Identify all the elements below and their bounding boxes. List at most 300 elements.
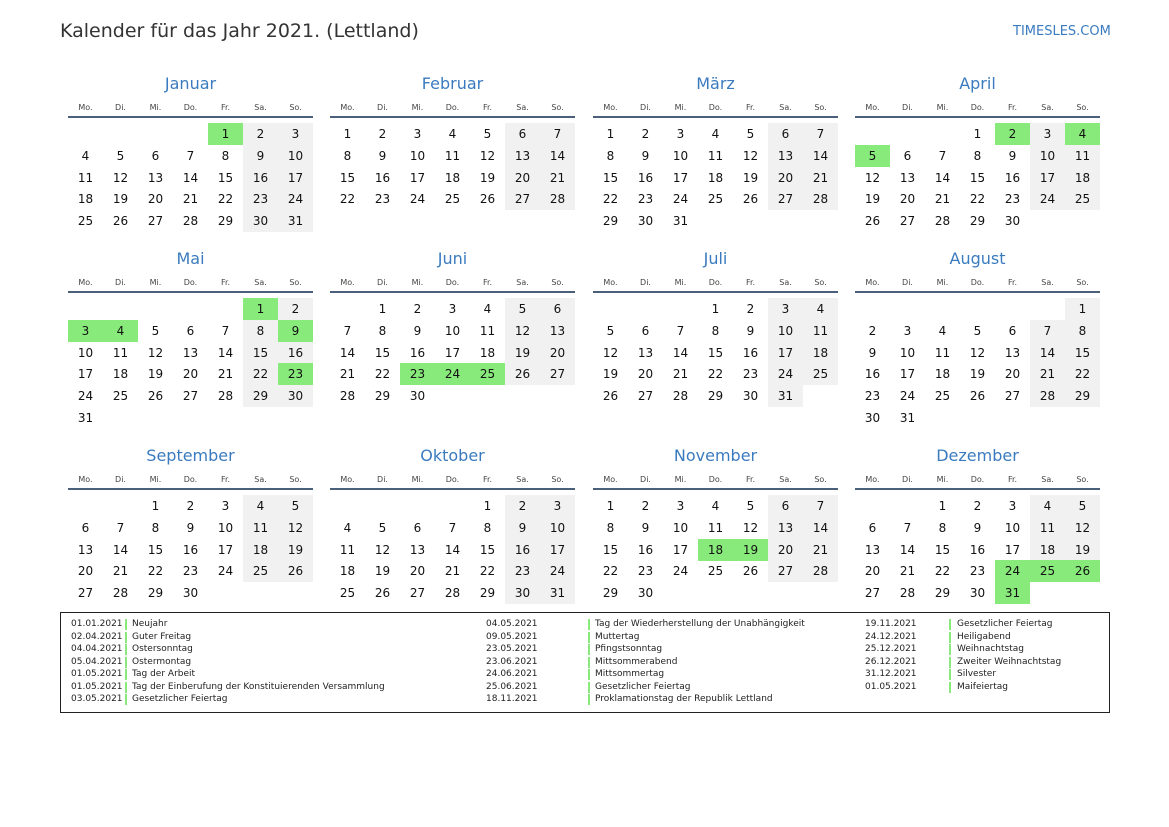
holiday-name: Weihnachtstag (957, 644, 1024, 654)
holiday-date: 18.11.2021 (486, 694, 538, 704)
day-cell: 15 (602, 542, 619, 557)
weekday-label: Di. (377, 103, 388, 112)
day-cell: 18 (77, 192, 94, 207)
month-title: Oktober (420, 446, 485, 465)
day-cell: 20 (147, 192, 164, 207)
day-cell: 23 (1004, 192, 1021, 207)
weekend-day-cell: 1 (1065, 298, 1100, 320)
day-cell: 2 (973, 499, 982, 513)
weekend-day-cell: 17 (540, 539, 575, 561)
weekday-label: Mi. (411, 103, 424, 112)
weekend-day-cell: 16 (278, 342, 313, 364)
weekend-day-cell: 30 (243, 210, 278, 232)
month-title: Juni (437, 249, 468, 268)
holiday-day-cell: 25 (1030, 560, 1065, 582)
day-cell: 1 (151, 499, 160, 513)
weekend-day-cell: 5 (1065, 495, 1100, 517)
holiday-date: 05.04.2021 (71, 656, 123, 667)
weekend-day-cell: 27 (768, 560, 803, 582)
month-juni (330, 249, 575, 449)
day-cell: 2 (378, 127, 387, 141)
day-cell: 22 (934, 564, 951, 579)
weekend-day-cell: 20 (540, 342, 575, 364)
day-cell: 12 (602, 345, 619, 360)
holiday-name: Gesetzlicher Feiertag (595, 681, 691, 692)
weekday-label: Do. (970, 475, 985, 484)
weekend-day-cell: 14 (803, 517, 838, 539)
holiday-date: 04.05.2021 (486, 619, 538, 629)
weekend-day-cell: 4 (803, 298, 838, 320)
holiday-day-cell: 24 (995, 560, 1030, 582)
day-cell: 21 (217, 367, 234, 382)
weekend-day-cell: 3 (540, 495, 575, 517)
holiday-date: 01.05.2021 (71, 681, 123, 692)
weekend-day-cell: 24 (768, 363, 803, 385)
weekday-label: Sa. (254, 475, 267, 484)
holiday-name: Neujahr (132, 619, 168, 629)
holiday-name: Guter Freitag (132, 631, 192, 642)
weekend-day-cell: 30 (505, 582, 540, 604)
month-divider (593, 488, 838, 490)
weekend-day-cell: 3 (278, 123, 313, 145)
day-cell: 4 (711, 127, 720, 141)
day-cell: 8 (973, 148, 982, 163)
day-cell: 15 (147, 542, 164, 557)
weekend-day-cell: 15 (1065, 342, 1100, 364)
weekend-day-cell: 6 (505, 123, 540, 145)
weekday-label: Mo. (78, 278, 93, 287)
day-cell: 20 (864, 564, 881, 579)
holiday-day-cell: 1 (243, 298, 278, 320)
day-cell: 29 (217, 214, 234, 229)
weekend-day-cell: 14 (540, 145, 575, 167)
weekend-day-cell: 24 (1030, 188, 1065, 210)
day-cell: 10 (672, 148, 689, 163)
day-cell: 8 (606, 520, 615, 535)
weekday-label: Fr. (220, 278, 231, 287)
weekday-label: Di. (640, 103, 651, 112)
day-cell: 17 (899, 367, 916, 382)
holiday-name: Muttertag (595, 631, 640, 642)
day-cell: 30 (969, 586, 986, 601)
day-cell: 12 (112, 170, 129, 185)
holiday-marker (125, 694, 127, 705)
weekend-day-cell: 29 (1065, 385, 1100, 407)
day-cell: 18 (707, 170, 724, 185)
month-mai (68, 249, 313, 449)
day-cell: 11 (707, 148, 724, 163)
day-cell: 11 (934, 345, 951, 360)
weekday-label: Do. (445, 475, 460, 484)
weekend-day-cell: 31 (768, 385, 803, 407)
holiday-date: 19.11.2021 (865, 619, 917, 629)
weekend-day-cell: 25 (243, 560, 278, 582)
day-cell: 9 (1008, 148, 1017, 163)
day-cell: 4 (448, 127, 457, 141)
day-cell: 22 (602, 564, 619, 579)
day-cell: 21 (339, 367, 356, 382)
weekday-label: So. (551, 475, 564, 484)
weekday-label: Do. (970, 278, 985, 287)
day-cell: 1 (711, 302, 720, 316)
day-cell: 3 (448, 302, 457, 316)
weekend-day-cell: 15 (243, 342, 278, 364)
weekday-label: Do. (708, 475, 723, 484)
day-cell: 27 (864, 586, 881, 601)
day-cell: 19 (742, 170, 759, 185)
day-cell: 13 (864, 542, 881, 557)
weekend-day-cell: 11 (243, 517, 278, 539)
day-cell: 30 (182, 586, 199, 601)
weekday-label: Mo. (340, 278, 355, 287)
day-cell: 26 (374, 586, 391, 601)
day-cell: 26 (602, 389, 619, 404)
day-cell: 9 (413, 323, 422, 338)
weekend-day-cell: 18 (803, 342, 838, 364)
holiday-date: 09.05.2021 (486, 631, 538, 642)
weekday-label: Mo. (865, 475, 880, 484)
holiday-day-cell: 25 (470, 363, 505, 385)
day-cell: 2 (868, 323, 877, 338)
weekend-day-cell: 14 (803, 145, 838, 167)
weekday-label: So. (289, 475, 302, 484)
day-cell: 1 (606, 127, 615, 141)
day-cell: 23 (637, 564, 654, 579)
day-cell: 29 (602, 214, 619, 229)
weekday-label: Sa. (1041, 103, 1054, 112)
day-cell: 5 (973, 323, 982, 338)
day-cell: 30 (742, 389, 759, 404)
month-title: April (959, 74, 996, 93)
weekday-label: Di. (902, 475, 913, 484)
day-cell: 18 (934, 367, 951, 382)
weekday-label: Sa. (254, 278, 267, 287)
day-cell: 15 (969, 170, 986, 185)
day-cell: 11 (112, 345, 129, 360)
weekend-day-cell: 23 (505, 560, 540, 582)
weekend-day-cell: 6 (540, 298, 575, 320)
weekday-label: Di. (377, 475, 388, 484)
day-cell: 27 (409, 586, 426, 601)
day-cell: 24 (899, 389, 916, 404)
holiday-date: 03.05.2021 (71, 694, 123, 704)
weekend-day-cell: 2 (243, 123, 278, 145)
day-cell: 2 (746, 302, 755, 316)
month-divider (855, 116, 1100, 118)
holiday-marker (588, 694, 590, 705)
weekend-day-cell: 16 (243, 167, 278, 189)
holiday-day-cell: 18 (698, 539, 733, 561)
day-cell: 4 (483, 302, 492, 316)
weekday-label: Di. (902, 103, 913, 112)
day-cell: 21 (934, 192, 951, 207)
holiday-date: 23.06.2021 (486, 656, 538, 667)
weekend-day-cell: 21 (803, 167, 838, 189)
weekday-label: Mo. (78, 475, 93, 484)
site-link[interactable]: TIMESLES.COM (1013, 24, 1111, 39)
weekend-day-cell: 18 (1030, 539, 1065, 561)
day-cell: 4 (711, 499, 720, 513)
day-cell: 8 (221, 148, 230, 163)
holiday-date: 24.12.2021 (865, 631, 917, 642)
holiday-date: 01.05.2021 (865, 681, 917, 692)
weekday-label: Fr. (482, 278, 493, 287)
day-cell: 11 (339, 542, 356, 557)
day-cell: 22 (374, 367, 391, 382)
weekend-day-cell: 29 (243, 385, 278, 407)
month-title: Mai (176, 249, 205, 268)
day-cell: 29 (602, 586, 619, 601)
day-cell: 26 (742, 192, 759, 207)
day-cell: 25 (707, 192, 724, 207)
weekday-label: So. (1076, 278, 1089, 287)
day-cell: 21 (444, 564, 461, 579)
weekend-day-cell: 11 (1030, 517, 1065, 539)
weekend-day-cell: 7 (540, 123, 575, 145)
weekend-day-cell: 8 (243, 320, 278, 342)
day-cell: 16 (864, 367, 881, 382)
weekend-day-cell: 31 (278, 210, 313, 232)
holiday-date: 23.05.2021 (486, 644, 538, 654)
holiday-name: Tag der Einberufung der Konstituierenden Versammlung (132, 681, 385, 692)
day-cell: 28 (444, 586, 461, 601)
weekday-label: Mo. (340, 475, 355, 484)
weekend-day-cell: 4 (1030, 495, 1065, 517)
weekend-day-cell: 23 (243, 188, 278, 210)
holiday-marker (588, 619, 590, 630)
day-cell: 25 (934, 389, 951, 404)
weekday-label: Di. (115, 278, 126, 287)
month-maerz (593, 74, 838, 274)
day-cell: 28 (339, 389, 356, 404)
weekday-label: So. (289, 103, 302, 112)
weekend-day-cell: 20 (768, 167, 803, 189)
day-cell: 13 (147, 170, 164, 185)
day-cell: 22 (217, 192, 234, 207)
day-cell: 29 (147, 586, 164, 601)
holiday-day-cell: 26 (1065, 560, 1100, 582)
holiday-marker (949, 657, 951, 668)
holiday-date: 26.12.2021 (865, 656, 917, 667)
day-cell: 6 (903, 148, 912, 163)
day-cell: 29 (374, 389, 391, 404)
day-cell: 20 (409, 564, 426, 579)
day-cell: 8 (151, 520, 160, 535)
weekend-day-cell: 9 (243, 145, 278, 167)
day-cell: 8 (378, 323, 387, 338)
day-cell: 9 (868, 345, 877, 360)
day-cell: 30 (409, 389, 426, 404)
day-cell: 27 (77, 586, 94, 601)
weekday-label: Mi. (936, 103, 949, 112)
day-cell: 9 (186, 520, 195, 535)
day-cell: 9 (973, 520, 982, 535)
day-cell: 10 (217, 520, 234, 535)
day-cell: 14 (112, 542, 129, 557)
holiday-day-cell: 31 (995, 582, 1030, 604)
weekday-label: Sa. (516, 475, 529, 484)
weekend-day-cell: 18 (243, 539, 278, 561)
weekday-label: Sa. (254, 103, 267, 112)
holiday-name: Silvester (957, 669, 997, 679)
day-cell: 15 (374, 345, 391, 360)
weekend-day-cell: 12 (505, 320, 540, 342)
weekend-day-cell: 17 (1030, 167, 1065, 189)
day-cell: 8 (343, 148, 352, 163)
weekday-label: Di. (640, 475, 651, 484)
weekday-label: Fr. (1007, 103, 1018, 112)
day-cell: 17 (672, 170, 689, 185)
weekday-label: Fr. (745, 278, 756, 287)
month-august (855, 249, 1100, 449)
weekday-label: Sa. (779, 475, 792, 484)
day-cell: 27 (147, 214, 164, 229)
day-cell: 10 (672, 520, 689, 535)
month-title: Juli (703, 249, 728, 268)
weekend-day-cell: 18 (1065, 167, 1100, 189)
day-cell: 27 (182, 389, 199, 404)
weekday-label: Fr. (1007, 278, 1018, 287)
day-cell: 26 (147, 389, 164, 404)
weekend-day-cell: 17 (768, 342, 803, 364)
weekday-label: Fr. (220, 475, 231, 484)
day-cell: 11 (444, 148, 461, 163)
day-cell: 7 (938, 148, 947, 163)
weekend-day-cell: 22 (243, 363, 278, 385)
weekend-day-cell: 19 (505, 342, 540, 364)
weekday-label: Sa. (516, 278, 529, 287)
day-cell: 6 (151, 148, 160, 163)
day-cell: 15 (217, 170, 234, 185)
day-cell: 15 (934, 542, 951, 557)
day-cell: 19 (479, 170, 496, 185)
weekend-day-cell: 3 (768, 298, 803, 320)
holiday-marker (588, 682, 590, 693)
weekend-day-cell: 10 (278, 145, 313, 167)
weekend-day-cell: 13 (768, 517, 803, 539)
weekday-label: Fr. (482, 475, 493, 484)
holiday-marker (125, 682, 127, 693)
holiday-marker (125, 619, 127, 630)
day-cell: 10 (444, 323, 461, 338)
weekend-day-cell: 11 (1065, 145, 1100, 167)
weekend-day-cell: 2 (278, 298, 313, 320)
weekday-label: So. (814, 103, 827, 112)
day-cell: 6 (868, 520, 877, 535)
weekend-day-cell: 5 (278, 495, 313, 517)
holiday-name: Mittsommerabend (595, 656, 678, 667)
day-cell: 12 (742, 148, 759, 163)
weekday-label: So. (551, 278, 564, 287)
day-cell: 22 (479, 564, 496, 579)
month-divider (68, 116, 313, 118)
page-title: Kalender für das Jahr 2021. (Lettland) (60, 20, 419, 42)
day-cell: 27 (1004, 389, 1021, 404)
month-title: März (696, 74, 735, 93)
day-cell: 8 (606, 148, 615, 163)
day-cell: 4 (81, 148, 90, 163)
holiday-date: 25.12.2021 (865, 644, 917, 654)
weekday-label: Mi. (149, 103, 162, 112)
day-cell: 1 (938, 499, 947, 513)
day-cell: 15 (602, 170, 619, 185)
day-cell: 23 (742, 367, 759, 382)
day-cell: 26 (112, 214, 129, 229)
day-cell: 11 (77, 170, 94, 185)
weekday-label: Mo. (340, 103, 355, 112)
day-cell: 22 (602, 192, 619, 207)
day-cell: 12 (479, 148, 496, 163)
day-cell: 26 (479, 192, 496, 207)
weekday-label: Do. (445, 278, 460, 287)
day-cell: 5 (606, 323, 615, 338)
month-februar (330, 74, 575, 274)
day-cell: 17 (77, 367, 94, 382)
holiday-marker (588, 632, 590, 643)
holiday-marker (125, 632, 127, 643)
weekend-day-cell: 3 (1030, 123, 1065, 145)
day-cell: 18 (339, 564, 356, 579)
weekday-label: Mi. (411, 278, 424, 287)
weekend-day-cell: 26 (505, 363, 540, 385)
holiday-name: Tag der Arbeit (132, 669, 196, 679)
day-cell: 13 (899, 170, 916, 185)
day-cell: 5 (483, 127, 492, 141)
day-cell: 19 (602, 367, 619, 382)
day-cell: 26 (864, 214, 881, 229)
weekday-label: Sa. (1041, 278, 1054, 287)
holiday-name: Heiligabend (957, 631, 1011, 642)
holiday-name: Tag der Wiederherstellung der Unabhängigkeit (595, 619, 805, 629)
weekend-day-cell: 7 (803, 123, 838, 145)
weekday-label: Mi. (674, 103, 687, 112)
weekend-day-cell: 10 (768, 320, 803, 342)
day-cell: 16 (182, 542, 199, 557)
day-cell: 7 (343, 323, 352, 338)
weekend-day-cell: 21 (540, 167, 575, 189)
weekday-label: Sa. (516, 103, 529, 112)
holiday-name: Zweiter Weihnachtstag (957, 656, 1062, 667)
weekday-label: Fr. (1007, 475, 1018, 484)
day-cell: 29 (707, 389, 724, 404)
holiday-day-cell: 4 (103, 320, 138, 342)
weekend-day-cell: 27 (540, 363, 575, 385)
day-cell: 20 (182, 367, 199, 382)
weekday-label: Mi. (674, 278, 687, 287)
weekend-day-cell: 7 (803, 495, 838, 517)
day-cell: 31 (899, 411, 916, 425)
day-cell: 26 (969, 389, 986, 404)
day-cell: 29 (969, 214, 986, 229)
day-cell: 11 (479, 323, 496, 338)
day-cell: 13 (637, 345, 654, 360)
day-cell: 16 (742, 345, 759, 360)
day-cell: 3 (413, 127, 422, 141)
day-cell: 17 (1004, 542, 1021, 557)
day-cell: 26 (742, 564, 759, 579)
holiday-marker (949, 682, 951, 693)
day-cell: 2 (641, 499, 650, 513)
month-title: August (949, 249, 1006, 268)
day-cell: 7 (448, 520, 457, 535)
holiday-day-cell: 5 (855, 145, 890, 167)
weekday-label: Di. (902, 278, 913, 287)
holiday-marker (949, 632, 951, 643)
weekend-day-cell: 10 (1030, 145, 1065, 167)
day-cell: 13 (182, 345, 199, 360)
month-april (855, 74, 1100, 274)
holiday-day-cell: 23 (400, 363, 435, 385)
